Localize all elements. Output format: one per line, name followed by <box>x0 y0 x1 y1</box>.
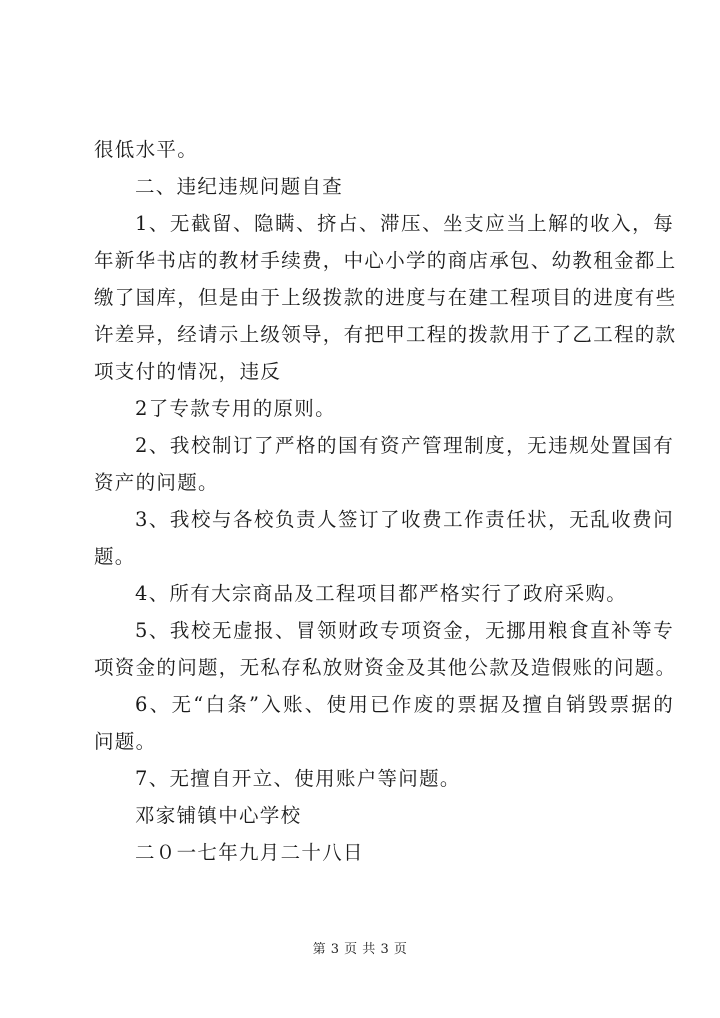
text-line: 2了专款专用的原则。 <box>135 397 336 420</box>
text-line: 6、无“白条”入账、使用已作废的票据及擅自销毁票据的 <box>135 693 674 716</box>
text-line: 5、我校无虚报、冒领财政专项资金，无挪用粮食直补等专 <box>135 619 674 642</box>
text-line: 很低水平。 <box>94 138 199 161</box>
text-line: 7、无擅自开立、使用账户等问题。 <box>135 767 461 790</box>
signature-organization: 邓家铺镇中心学校 <box>135 804 302 827</box>
text-line: 资产的问题。 <box>94 471 219 494</box>
text-line: 2、我校制订了严格的国有资产管理制度，无违规处置国有 <box>135 434 674 457</box>
text-line: 问题。 <box>94 730 157 753</box>
document-body <box>94 131 677 871</box>
text-line: 许差异，经请示上级领导，有把甲工程的拨款用于了乙工程的款 <box>94 323 677 346</box>
section-heading: 二、违纪违规问题自查 <box>135 175 344 198</box>
text-line: 项支付的情况，违反 <box>94 360 282 383</box>
text-line: 题。 <box>94 545 136 568</box>
text-line: 项资金的问题，无私存私放财资金及其他公款及造假账的问题。 <box>94 656 677 679</box>
text-line: 1、无截留、隐瞒、挤占、滞压、坐支应当上解的收入，每 <box>135 212 674 235</box>
text-line: 3、我校与各校负责人签订了收费工作责任状，无乱收费问 <box>135 508 674 531</box>
text-line: 年新华书店的教材手续费，中心小学的商店承包、幼教租金都上 <box>94 249 677 272</box>
page-number-footer: 第 3 页 共 3 页 <box>312 942 408 957</box>
signature-date: 二０一七年九月二十八日 <box>135 841 364 864</box>
text-line: 4、所有大宗商品及工程项目都严格实行了政府采购。 <box>135 582 628 605</box>
text-line: 缴了国库，但是由于上级拨款的进度与在建工程项目的进度有些 <box>94 286 677 309</box>
